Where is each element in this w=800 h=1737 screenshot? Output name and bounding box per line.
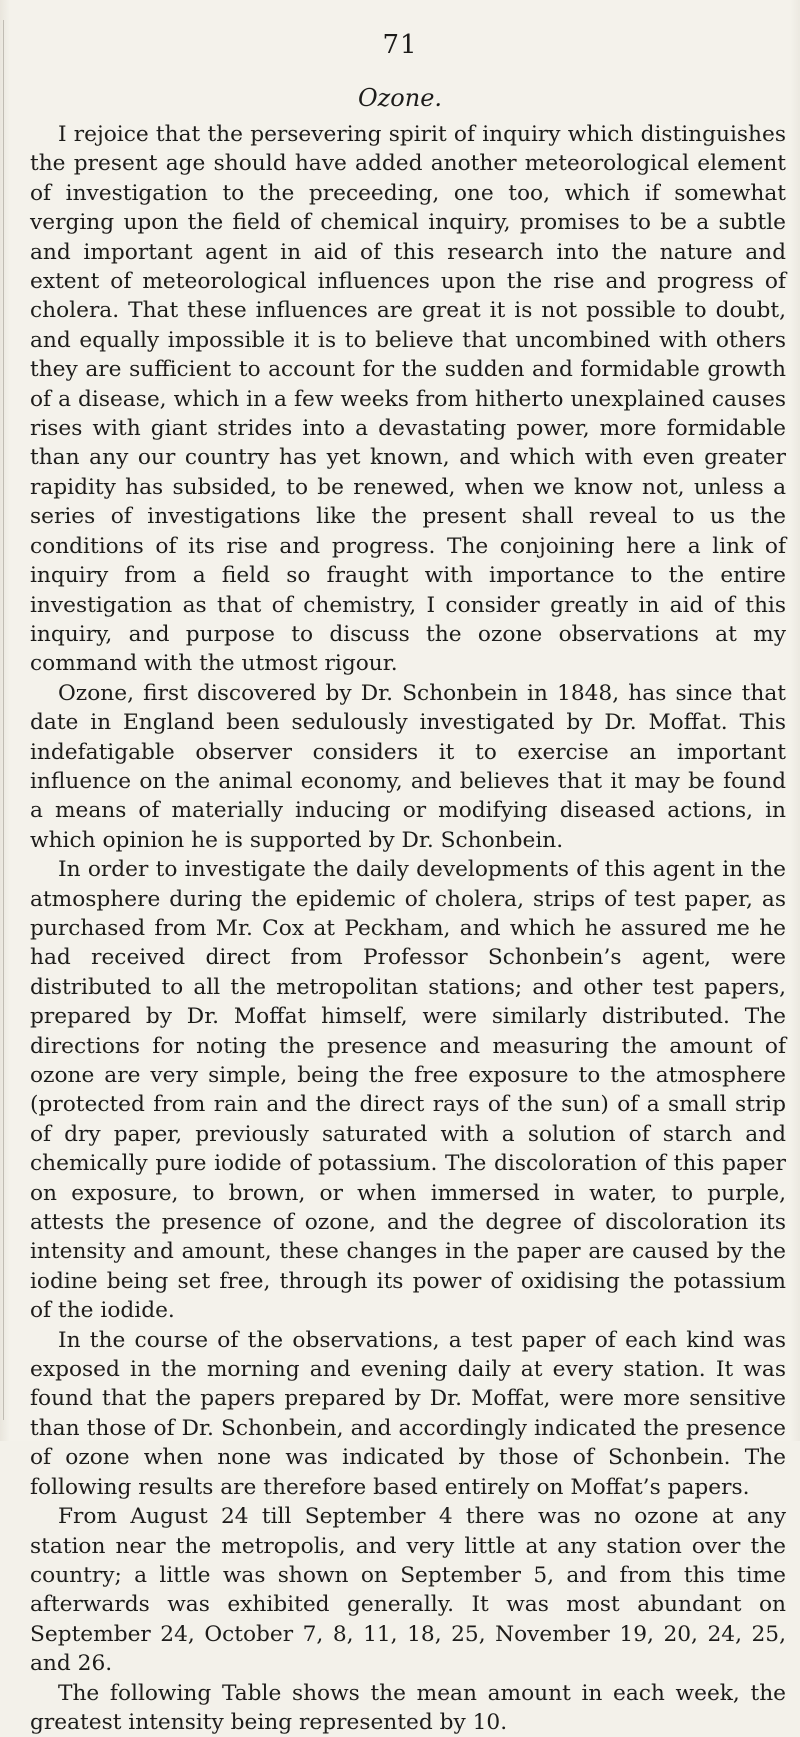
paragraph-dates: From August 24 till September 4 there was no ozone at any station near the metropolis, and very little at any station over the country; a little was shown on September 5, and from this time afterwards was exhibited generally. It was most abundant on September 24, October 7, 8, 11, 18, 25, November 19, 20, 24, 25, and 26. bbox=[30, 1504, 786, 1677]
paragraph-ozone-discovery: Ozone, first discovered by Dr. Schonbein in 1848, has since that date in England been sedulously investigated by Dr. Moffat. This indefatigable observer considers it to exercise an important influence on the animal economy, and believes that it may be found a means of materially inducing or modifying diseased actions, in which opinion he is supported by Dr. Schonbein. bbox=[30, 680, 786, 853]
paragraph-test-paper-method: In order to investigate the daily developments of this agent in the atmosphere during the epidemic of cholera, strips of test paper, as purchased from Mr. Cox at Peckham, and which he assured me he had received direct from Professor Schonbein’s agent, were distributed to all the metropolitan stations; and other test papers, prepared by Dr. Moffat himself, were similarly distributed. The directions for noting the presence and measuring the amount of ozone are very simple, being the free exposure to the atmosphere (protected from rain and the direct rays of the sun) of a small strip of dry paper, previously saturated with a solution of starch and chemically pure iodide of potassium. The discoloration of this paper on exposure, to brown, or when immersed in water, to purple, attests the presence of ozone, and the degree of discoloration its intensity and amount, these changes in the paper are caused by the iodine being set free, through its power of oxidising the potassium of the iodide. bbox=[30, 857, 786, 1324]
paragraph-observations: In the course of the observations, a test paper of each kind was exposed in the morning and evening daily at every station. It was found that the papers prepared by Dr. Moffat, were more sensitive than those of Dr. Schonbein, and accordingly indicated the presence of ozone when none was indicated by those of Schonbein. The following results are therefore based entirely on Moffat’s papers. bbox=[30, 1327, 786, 1500]
page-gutter-line bbox=[3, 20, 4, 1420]
page-number: 71 bbox=[382, 30, 418, 60]
paragraph-table-intro: The following Table shows the mean amount in each week, the greatest intensity being represented by 10. bbox=[30, 1680, 786, 1735]
paragraph-rejoice: I rejoice that the persevering spirit of inquiry which distinguishes the present age should have added another meteorological element of investigation to the preceeding, one too, which if somewhat verging upon the field of chemical inquiry, promises to be a subtle and important agent in aid of this research into the nature and extent of meteorological influences upon the rise and progress of cholera. That these influences are great it is not possible to doubt, and equally impossible it is to believe that uncombined with others they are sufficient to account for the sudden and formidable growth of a disease, which in a few weeks from hitherto unexplained causes rises with giant strides into a devastating power, more formidable than any our country has yet known, and which with even greater rapidity has subsided, to be renewed, when we know not, unless a series of investigations like the present shall reveal to us the conditions of its rise and progress. The conjoining here a link of inquiry from a field so fraught with importance to the entire investigation as that of chemistry, I consider greatly in aid of this inquiry, and purpose to discuss the ozone observations at my command with the utmost rigour. bbox=[30, 122, 786, 677]
section-title: Ozone. bbox=[357, 84, 443, 112]
body-text bbox=[30, 120, 786, 1737]
